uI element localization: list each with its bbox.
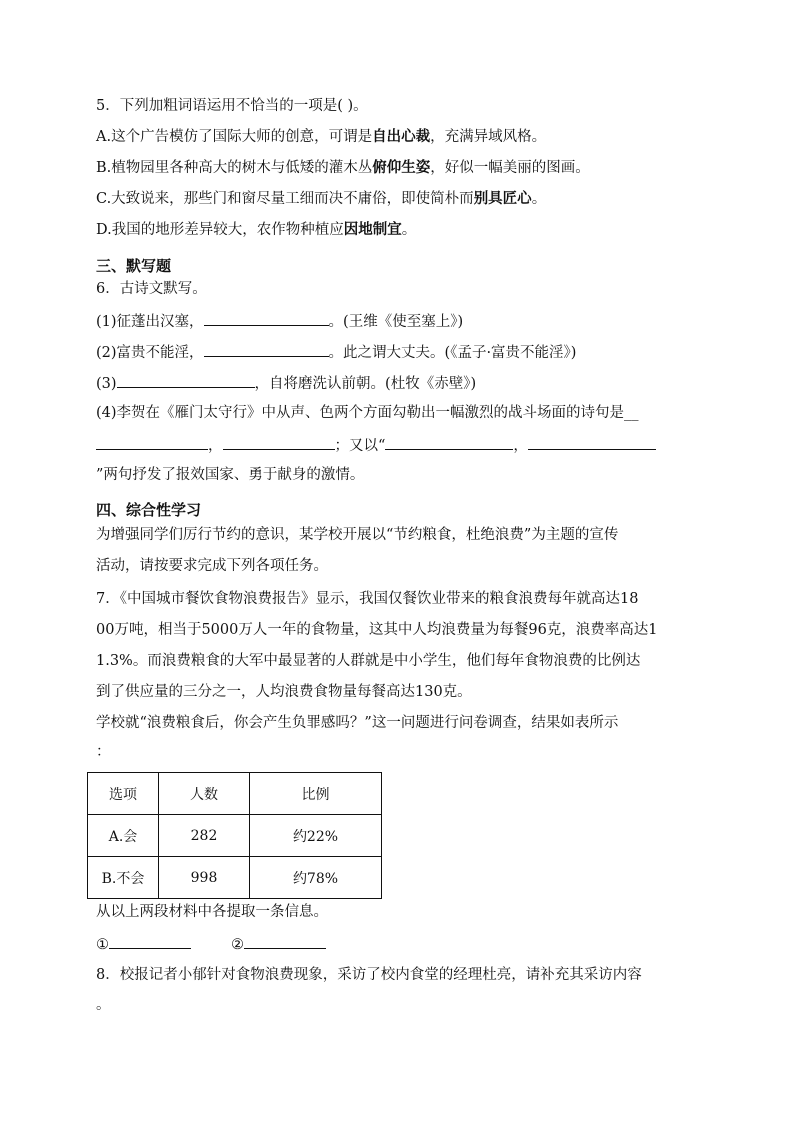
bold-term: 因地制宜	[343, 221, 402, 238]
table-row	[88, 857, 382, 899]
answer-blank[interactable]	[96, 435, 208, 450]
table-header: 比例	[250, 773, 382, 815]
table-cell: 282	[159, 815, 250, 857]
q6-3: (3) ，自将磨洗认前朝。(杜牧《赤壁》)	[96, 373, 698, 393]
bold-term: 自出心裁	[372, 128, 431, 145]
after-table-text: 从以上两段材料中各提取一条信息。	[96, 904, 328, 920]
q8-line: 8．校报记者小郁针对食物浪费现象，采访了校内食堂的经理杜亮，请补充其采访内容	[96, 967, 642, 983]
table-header-row	[88, 773, 382, 815]
q5-option-b: B.植物园里各种高大的树木与低矮的灌木丛俯仰生姿，好似一幅美丽的图画。	[96, 159, 590, 176]
q6-1: (1)征蓬出汉塞， 。(王维《使至塞上》)	[96, 311, 698, 331]
table-row	[88, 815, 382, 857]
table-header: 人数	[159, 773, 250, 815]
q7-line: 7．《中国城市餐饮食物浪费报告》显示，我国仅餐饮业带来的粮食浪费每年就高达18	[96, 591, 639, 607]
table-cell: A.会	[88, 815, 159, 857]
survey-table	[87, 772, 382, 899]
answer-blank[interactable]	[204, 311, 329, 326]
q8-line: 。	[96, 997, 111, 1013]
q7-line: 学校就“浪费粮食后，你会产生负罪感吗？”这一问题进行问卷调查，结果如表所示	[96, 715, 619, 731]
table-cell: 998	[159, 857, 250, 899]
q7-line: 00万吨，相当于5000万人一年的食物量，这其中人均浪费量为每餐96克，浪费率高达1	[96, 622, 658, 638]
q7-line: 到了供应量的三分之一，人均浪费食物量每餐高达130克。	[96, 684, 472, 700]
q6-stem: 6．古诗文默写。	[96, 281, 207, 297]
table-cell: 约22%	[250, 815, 382, 857]
answer-blank[interactable]	[109, 934, 191, 949]
section4-heading: 四、综合性学习	[96, 501, 202, 519]
q5-option-c: C.大致说来，那些门和窗尽量工细而决不庸俗，即使简朴而别具匠心。	[96, 190, 547, 207]
q7-line: ：	[96, 744, 111, 760]
section4-intro-2: 活动，请按要求完成下列各项任务。	[96, 558, 328, 574]
q7-line: 1.3%。而浪费粮食的大军中最显著的人群就是中小学生，他们每年食物浪费的比例达	[96, 653, 641, 669]
table-header: 选项	[88, 773, 159, 815]
table-cell: 约78%	[250, 857, 382, 899]
q6-4-line3: ”两句抒发了报效国家、勇于献身的激情。	[96, 467, 365, 483]
answer-blank[interactable]	[204, 342, 329, 357]
answer-blank[interactable]	[385, 435, 513, 450]
q6-2: (2)富贵不能淫， 。此之谓大丈夫。(《孟子·富贵不能淫》)	[96, 342, 698, 362]
section3-heading: 三、默写题	[96, 257, 172, 275]
answer-blank[interactable]	[223, 435, 335, 450]
answer-blank[interactable]	[528, 435, 656, 450]
q5-stem: 5．下列加粗词语运用不恰当的一项是( )。	[96, 98, 368, 114]
info-answers: ① ②	[96, 934, 698, 954]
q6-4-line2: ， ；又以“ ，	[96, 435, 698, 455]
q5-option-a: A.这个广告模仿了国际大师的创意，可谓是自出心裁，充满异域风格。	[96, 128, 547, 145]
answer-blank[interactable]	[117, 373, 255, 388]
q6-4-line1: (4)李贺在《雁门太守行》中从声、色两个方面勾勒出一幅激烈的战斗场面的诗句是__	[96, 405, 639, 421]
q5-option-d: D.我国的地形差异较大，农作物种植应因地制宜。	[96, 221, 417, 238]
section4-intro-1: 为增强同学们厉行节约的意识，某学校开展以“节约粮食，杜绝浪费”为主题的宣传	[96, 527, 619, 543]
bold-term: 别具匠心	[473, 190, 532, 207]
bold-term: 俯仰生姿	[372, 159, 431, 176]
table-cell: B.不会	[88, 857, 159, 899]
answer-blank[interactable]	[244, 934, 326, 949]
